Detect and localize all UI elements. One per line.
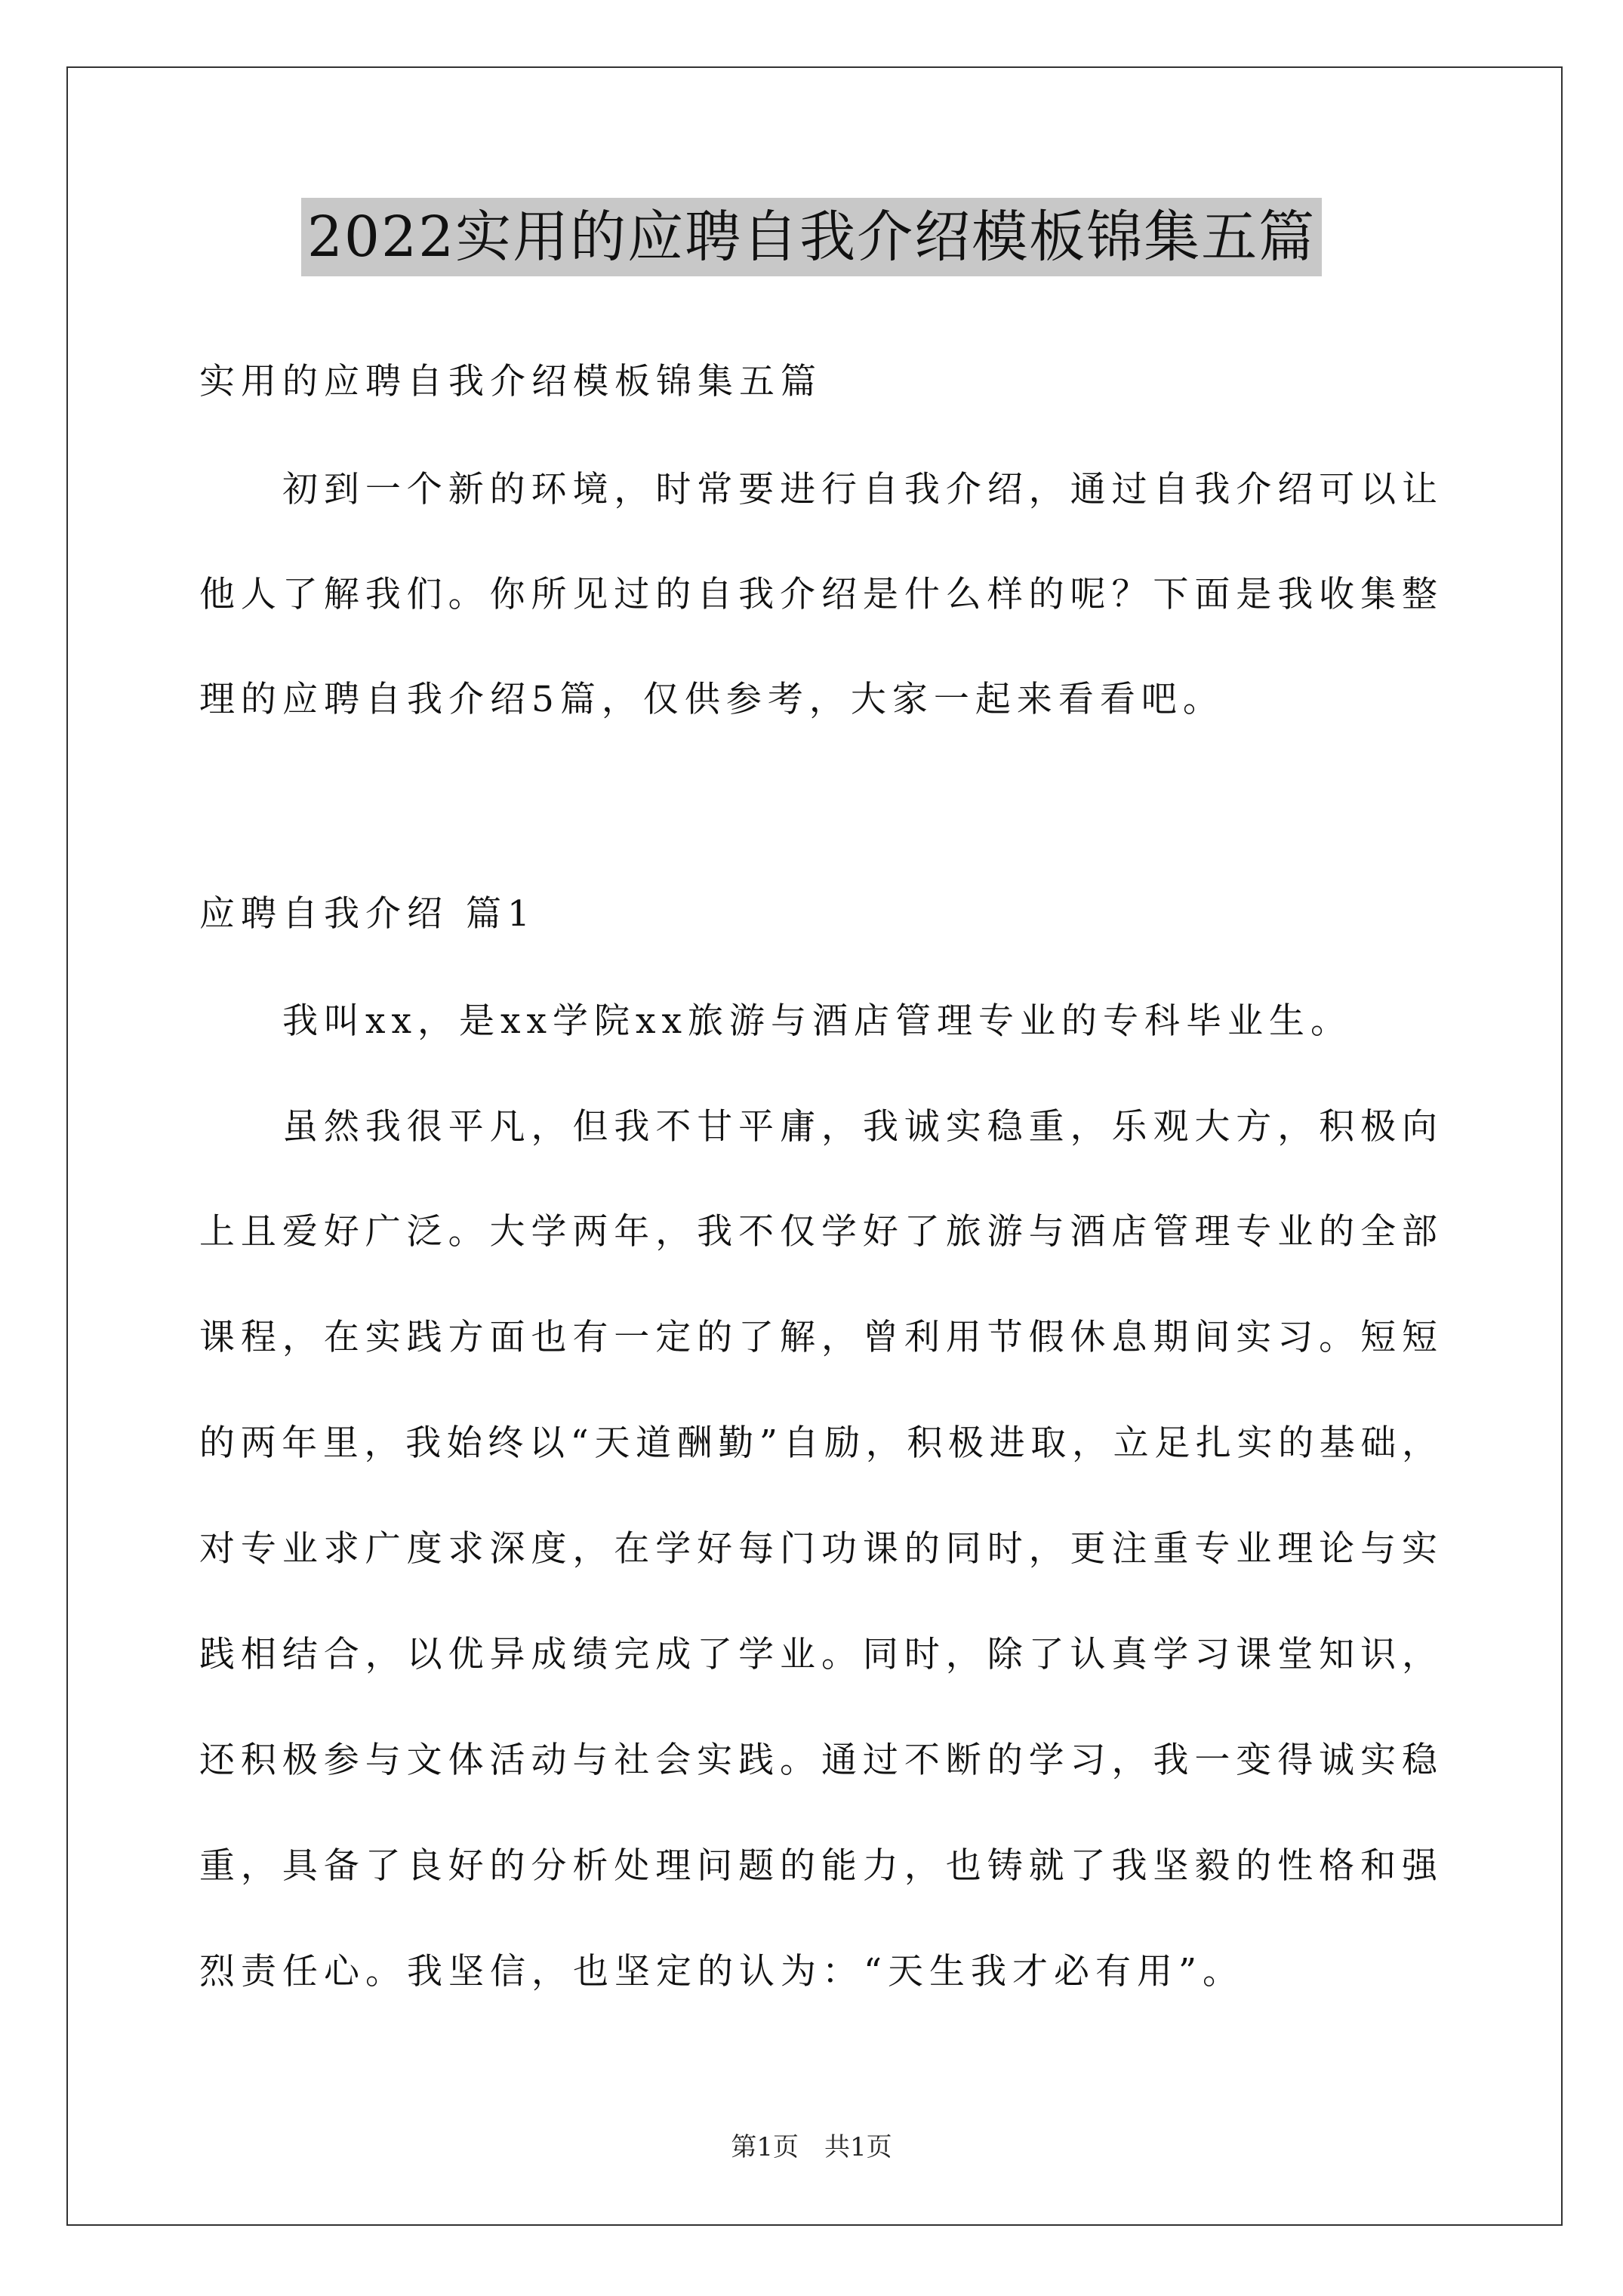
- paragraph-line: 虽然我很平凡，但我不甘平庸，我诚实稳重，乐观大方，积极向: [282, 1106, 1437, 1148]
- intro-line: 他人了解我们。你所见过的自我介绍是什么样的呢？下面是我收集整: [199, 574, 1437, 615]
- title-container: [0, 198, 1623, 276]
- paragraph-line: 践相结合，以优异成绩完成了学业。同时，除了认真学习课堂知识，: [199, 1634, 1437, 1675]
- document-title: 2022实用的应聘自我介绍模板锦集五篇: [301, 198, 1322, 276]
- paragraph-line: 课程，在实践方面也有一定的了解，曾利用节假休息期间实习。短短: [199, 1317, 1437, 1358]
- paragraph-line: 烈责任心。我坚信，也坚定的认为：“天生我才必有用”。: [199, 1951, 1245, 1992]
- paragraph-line: 对专业求广度求深度，在学好每门功课的同时，更注重专业理论与实: [199, 1528, 1437, 1570]
- paragraph-line: 的两年里，我始终以“天道酬勤”自励，积极进取，立足扎实的基础，: [199, 1422, 1437, 1464]
- paragraph-line: 我叫xx，是xx学院xx旅游与酒店管理专业的专科毕业生。: [282, 1000, 1353, 1042]
- paragraph-line: 重，具备了良好的分析处理问题的能力，也铸就了我坚毅的性格和强: [199, 1845, 1437, 1887]
- intro-line: 理的应聘自我介绍5篇，仅供参考，大家一起来看看吧。: [199, 679, 1224, 720]
- document-subtitle: 实用的应聘自我介绍模板锦集五篇: [199, 361, 822, 402]
- paragraph-line: 还积极参与文体活动与社会实践。通过不断的学习，我一变得诚实稳: [199, 1740, 1437, 1781]
- section-heading: 应聘自我介绍 篇1: [199, 893, 536, 935]
- page-footer: 第1页 共1页: [731, 2132, 892, 2162]
- intro-line: 初到一个新的环境，时常要进行自我介绍，通过自我介绍可以让: [282, 469, 1437, 510]
- paragraph-line: 上且爱好广泛。大学两年，我不仅学好了旅游与酒店管理专业的全部: [199, 1211, 1437, 1253]
